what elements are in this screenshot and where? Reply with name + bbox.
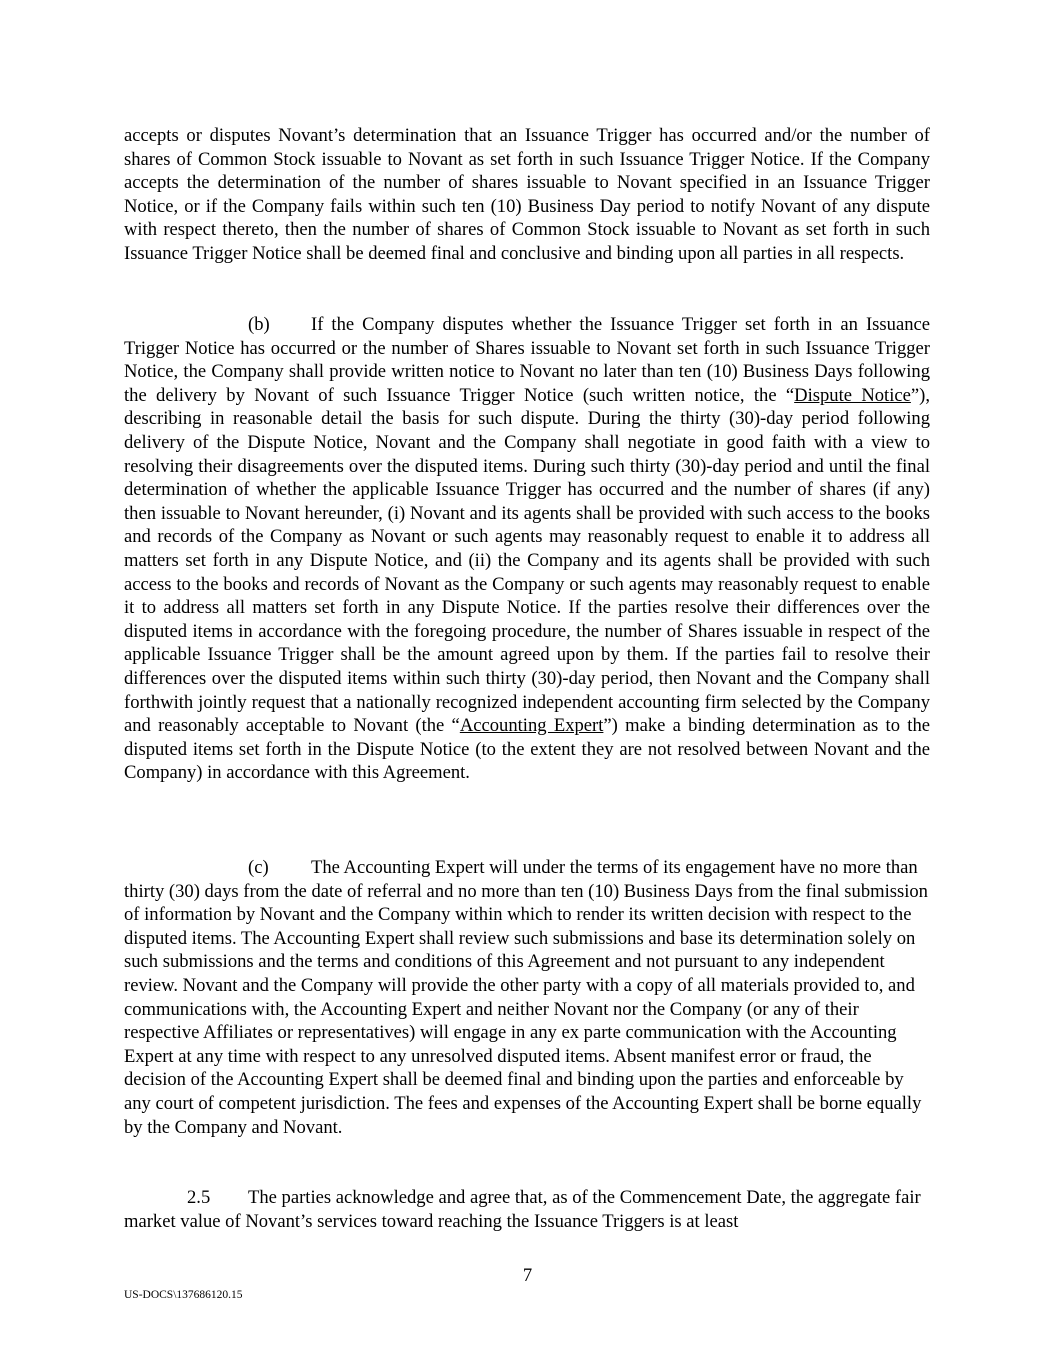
paragraph-b xyxy=(124,313,930,785)
paragraph-c xyxy=(124,856,930,1139)
paragraph-c-marker: (c) xyxy=(248,857,269,878)
page-number: 7 xyxy=(522,1265,533,1286)
section-2-5-marker: 2.5 xyxy=(187,1187,211,1208)
paragraph-b-text-3: ”) make a binding determination as to the disputed items set forth in the Dispute Notice (to the extent they are not resolved between Novant and the Company) in accordance with this Agreement. xyxy=(124,715,930,784)
paragraph-b-text-2: ”), describing in reasonable detail the basis for such dispute. During the thirty (30)-day period following delivery of the Dispute Notice, Novant and the Company shall negotiate in good faith with a view to resolving their disagreements over the disputed items. During such thirty (30)-day period and until the final determination of whether the applicable Issuance Trigger has occurred and the number of shares (if any) then issuable to Novant hereunder, (i) Novant and its agents shall be provided with such access to the books and records of the Company as Novant or such agents may reasonably request to enable it to address all matters set forth in any Dispute Notice, and (ii) the Company and its agents shall be provided with such access to the books and records of Novant as the Company or such agents may reasonably request to enable it to address all matters set forth in any Dispute Notice. If the parties resolve their differences over the disputed items in accordance with the foregoing procedure, the number of Shares issuable in respect of the applicable Issuance Trigger shall be the amount agreed upon by them. If the parties fail to resolve their differences over the disputed items within such thirty (30)-day period, then Novant and the Company shall forthwith jointly request that a nationally recognized independent accounting firm selected by the Company and reasonably acceptable to Novant (the “ xyxy=(124,384,930,737)
section-2-5 xyxy=(124,1186,930,1233)
document-id: US-DOCS\137686120.15 xyxy=(124,1289,243,1301)
defined-term-dispute-notice: Dispute Notice xyxy=(794,384,911,406)
section-2-5-text: The parties acknowledge and agree that, as of the Commencement Date, the aggregate fair market value of Novant’s services toward reaching the Issuance Triggers is at least xyxy=(124,1187,921,1232)
paragraph-b-marker: (b) xyxy=(248,314,270,335)
paragraph-b-text-1: If the Company disputes whether the Issuance Trigger set forth in an Issuance Trigger Notice has occurred or the number of Shares issuable to Novant set forth in such Issuance Trigger Notice, the Company shall provide written notice to Novant no later than ten (10) Business Days following the delivery by Novant of such Issuance Trigger Notice (such written notice, the “ xyxy=(124,314,930,406)
continuation-paragraph xyxy=(124,124,930,266)
defined-term-accounting-expert: Accounting Expert xyxy=(459,715,604,737)
paragraph-c-text: The Accounting Expert will under the terms of its engagement have no more than thirty (30) days from the date of referral and no more than ten (10) Business Days from the final submission of information by Novant and the Company within which to render its written decision with respect to the disputed items. The Accounting Expert shall review such submissions and base its determination solely on such submissions and the terms and conditions of this Agreement and not pursuant to any independent review. Novant and the Company will provide the other party with a copy of all materials provided to, and communications with, the Accounting Expert and neither Novant nor the Company (or any of their respective Affiliates or representatives) will engage in any ex parte communication with the Accounting Expert at any time with respect to any unresolved disputed items. Absent manifest error or fraud, the decision of the Accounting Expert shall be deemed final and binding upon the parties and enforceable by any court of competent jurisdiction. The fees and expenses of the Accounting Expert shall be borne equally by the Company and Novant. xyxy=(124,857,928,1138)
continuation-text: accepts or disputes Novant’s determination that an Issuance Trigger has occurred and/or the number of shares of Common Stock issuable to Novant as set forth in such Issuance Trigger Notice. If the Company accepts the determination of the number of shares issuable to Novant specified in an Issuance Trigger Notice, or if the Company fails within such ten (10) Business Day period to notify Novant of any dispute with respect thereto, then the number of shares of Common Stock issuable to Novant as set forth in such Issuance Trigger Notice shall be deemed final and conclusive and binding upon all parties in all respects. xyxy=(124,125,930,264)
